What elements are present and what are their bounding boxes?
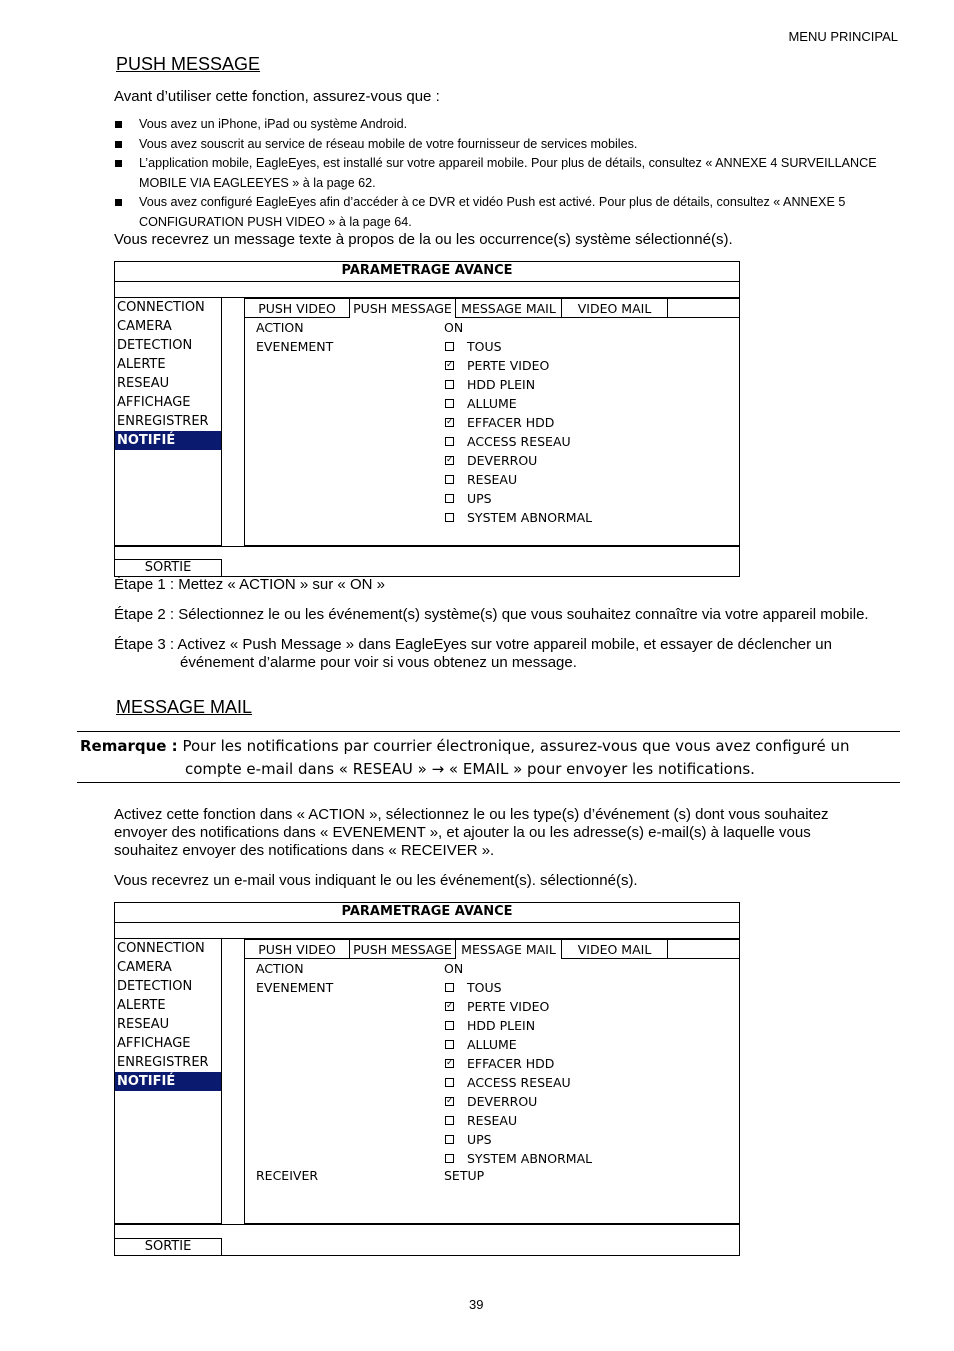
event-option-label: PERTE VIDEO (467, 999, 550, 1014)
event-checkbox[interactable] (445, 342, 454, 351)
step-1 (114, 576, 914, 594)
menu-item-notifie[interactable]: NOTIFIÉ (115, 431, 221, 450)
remark-box (77, 731, 900, 783)
menu-item-notifie[interactable]: NOTIFIÉ (115, 1072, 221, 1091)
tab-message-mail[interactable]: MESSAGE MAIL (456, 940, 562, 959)
event-checkbox[interactable] (445, 437, 454, 446)
event-option-label: EFFACER HDD (467, 1056, 555, 1071)
settings-content (244, 298, 740, 546)
settings-menu (115, 298, 222, 546)
menu-item-enregistrer[interactable]: ENREGISTRER (117, 414, 209, 429)
receiver-setup-button[interactable]: SETUP (444, 1168, 485, 1183)
event-checkbox[interactable] (445, 1135, 454, 1144)
list-item: Vous avez configuré EagleEyes afin d’accéder à ce DVR et vidéo Push est activé. Pour plus de détails, consultez « ANNEXE 5 CONFIGURATION PUSH VIDEO » à la page 64. (114, 193, 894, 232)
advanced-settings-panel-mail (114, 902, 740, 1256)
requirements-list (114, 115, 894, 232)
event-option-label: HDD PLEIN (467, 1018, 536, 1033)
event-checkbox[interactable] (445, 1116, 454, 1125)
event-option-label: SYSTEM ABNORMAL (467, 510, 593, 525)
event-checkbox[interactable]: ✓ (446, 417, 454, 427)
mail-result-text: Vous recevrez un e-mail vous indiquant le ou les événement(s). sélectionné(s). (114, 872, 638, 889)
event-checkbox[interactable] (445, 494, 454, 503)
step-label: Étape 3 : (114, 636, 175, 653)
settings-menu (115, 939, 222, 1224)
event-option-label: TOUS (467, 339, 502, 354)
event-option-label: RESEAU (467, 472, 518, 487)
list-item: Vous avez un iPhone, iPad ou système Android. (114, 115, 894, 135)
menu-item-reseau[interactable]: RESEAU (117, 1017, 170, 1032)
event-checkbox[interactable]: ✓ (446, 1001, 454, 1011)
menu-item-detection[interactable]: DETECTION (117, 979, 193, 994)
tab-push-message[interactable]: PUSH MESSAGE (350, 940, 456, 959)
list-item: L’application mobile, EagleEyes, est installé sur votre appareil mobile. Pour plus de détails, consultez « ANNEXE 4 SURVEILLANCE MOBILE VIA EAGLEEYES » à la page 62. (114, 154, 894, 193)
event-checkbox[interactable]: ✓ (446, 1058, 454, 1068)
step-2 (114, 606, 934, 624)
event-option-label: DEVERROU (467, 1094, 538, 1109)
event-option-label: EFFACER HDD (467, 415, 555, 430)
action-label: ACTION (256, 961, 304, 976)
mail-paragraph-line-3: souhaitez envoyer des notifications dans « RECEIVER ». (114, 842, 495, 859)
event-option-label: ACCESS RESEAU (467, 434, 571, 449)
tab-push-message[interactable]: PUSH MESSAGE (350, 299, 456, 318)
event-checkbox[interactable] (445, 1040, 454, 1049)
event-label: EVENEMENT (256, 339, 334, 354)
remark-text: Pour les notifications par courrier électronique, assurez-vous que vous avez configuré un (182, 737, 850, 755)
mail-paragraph-line-1: Activez cette fonction dans « ACTION », sélectionnez le ou les type(s) d’événement (s) dont vous souhaitez (114, 806, 829, 823)
panel-title: PARAMETRAGE AVANCE (115, 903, 739, 923)
step-text: Activez « Push Message » dans EagleEyes sur votre appareil mobile, et essayer de déclencher un (177, 636, 832, 653)
event-option-label: UPS (467, 491, 492, 506)
event-checkbox[interactable] (445, 1154, 454, 1163)
menu-item-camera[interactable]: CAMERA (117, 319, 172, 334)
event-checkbox[interactable] (445, 475, 454, 484)
menu-item-enregistrer[interactable]: ENREGISTRER (117, 1055, 209, 1070)
event-option-label: HDD PLEIN (467, 377, 536, 392)
advanced-settings-panel-push (114, 261, 740, 577)
settings-content (244, 939, 740, 1224)
menu-item-affichage[interactable]: AFFICHAGE (117, 1036, 191, 1051)
menu-item-reseau[interactable]: RESEAU (117, 376, 170, 391)
event-checkbox[interactable] (445, 1021, 454, 1030)
action-label: ACTION (256, 320, 304, 335)
event-option-label: UPS (467, 1132, 492, 1147)
menu-item-connection[interactable]: CONNECTION (117, 941, 205, 956)
panel-title: PARAMETRAGE AVANCE (115, 262, 739, 282)
event-option-label: RESEAU (467, 1113, 518, 1128)
remark-text-continued: compte e-mail dans « RESEAU » → « EMAIL » pour envoyer les notifications. (185, 760, 755, 778)
menu-item-detection[interactable]: DETECTION (117, 338, 193, 353)
exit-button[interactable]: SORTIE (115, 559, 222, 576)
tab-bar (245, 940, 739, 959)
event-option-label: ACCESS RESEAU (467, 1075, 571, 1090)
event-option-label: TOUS (467, 980, 502, 995)
step-label: Étape 2 : (114, 606, 175, 623)
event-option-label: PERTE VIDEO (467, 358, 550, 373)
tab-video-mail[interactable]: VIDEO MAIL (562, 940, 668, 959)
step-text: Sélectionnez le ou les événement(s) système(s) que vous souhaitez connaître via votre appareil mobile. (178, 606, 869, 623)
exit-button[interactable]: SORTIE (115, 1238, 222, 1255)
menu-item-alerte[interactable]: ALERTE (117, 998, 166, 1013)
menu-item-camera[interactable]: CAMERA (117, 960, 172, 975)
tab-bar (245, 299, 739, 318)
event-checkbox[interactable] (445, 399, 454, 408)
event-label: EVENEMENT (256, 980, 334, 995)
event-option-label: ALLUME (467, 1037, 517, 1052)
running-header: MENU PRINCIPAL (788, 29, 898, 44)
section-title-push-message: PUSH MESSAGE (116, 54, 261, 74)
event-checkbox[interactable] (445, 983, 454, 992)
event-option-label: ALLUME (467, 396, 517, 411)
step-text-continued: événement d’alarme pour voir si vous obtenez un message. (180, 654, 577, 671)
menu-item-alerte[interactable]: ALERTE (117, 357, 166, 372)
event-option-label: SYSTEM ABNORMAL (467, 1151, 593, 1166)
event-checkbox[interactable] (445, 380, 454, 389)
tab-push-video[interactable]: PUSH VIDEO (245, 299, 350, 318)
tab-video-mail[interactable]: VIDEO MAIL (562, 299, 668, 318)
tab-message-mail[interactable]: MESSAGE MAIL (456, 299, 562, 318)
list-item: Vous avez souscrit au service de réseau mobile de votre fournisseur de services mobiles. (114, 135, 894, 155)
remark-label: Remarque : (80, 737, 178, 755)
page-number: 39 (469, 1297, 484, 1312)
menu-item-affichage[interactable]: AFFICHAGE (117, 395, 191, 410)
receiver-label: RECEIVER (256, 1168, 319, 1183)
step-label: Étape 1 : (114, 576, 175, 593)
event-checkbox[interactable] (445, 1078, 454, 1087)
section-title-message-mail: MESSAGE MAIL (116, 697, 253, 717)
event-checkbox[interactable]: ✓ (446, 360, 454, 370)
step-text: Mettez « ACTION » sur « ON » (178, 576, 385, 593)
mail-paragraph-line-2: envoyer des notifications dans « EVENEMENT », et ajouter la ou les adresse(s) e-mail(s) à laquelle vous (114, 824, 811, 841)
action-value[interactable]: ON (444, 961, 464, 976)
event-checkbox[interactable]: ✓ (446, 455, 454, 465)
tab-push-video[interactable]: PUSH VIDEO (245, 940, 350, 959)
event-option-label: DEVERROU (467, 453, 538, 468)
event-checkbox[interactable]: ✓ (446, 1096, 454, 1106)
step-3 (114, 636, 914, 672)
action-value[interactable]: ON (444, 320, 464, 335)
push-intro: Avant d’utiliser cette fonction, assurez-vous que : (114, 88, 440, 105)
push-after-text: Vous recevrez un message texte à propos de la ou les occurrence(s) système sélectionné(s). (114, 231, 733, 248)
menu-item-connection[interactable]: CONNECTION (117, 300, 205, 315)
event-checkbox[interactable] (445, 513, 454, 522)
